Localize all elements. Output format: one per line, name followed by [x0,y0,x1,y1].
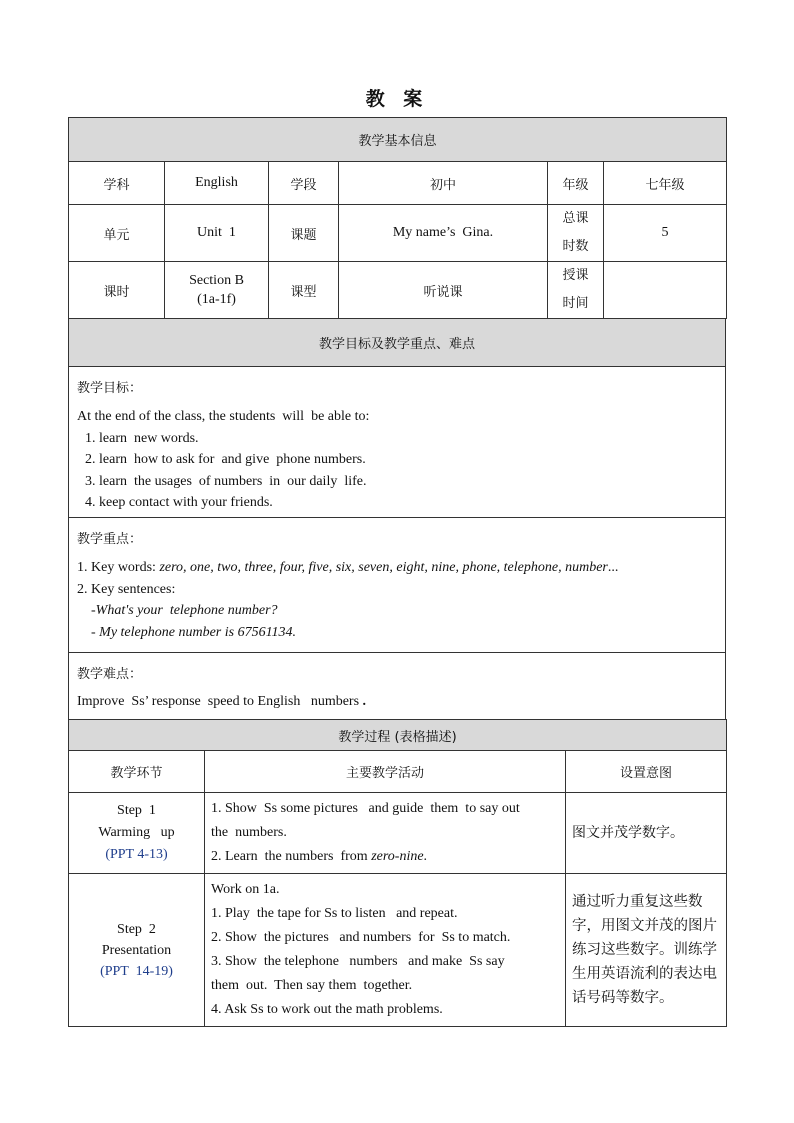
total-periods-label-line2: 时数 [562,239,589,254]
activity-line: 1. Show Ss some pictures and guide them to say out [211,801,520,816]
key-points-label: 教学重点： [77,532,143,547]
key-words-line [77,557,717,579]
activity-line: 2. Show the pictures and numbers for Ss to match. [211,930,511,945]
col-activity-header: 主要教学活动 [205,751,566,793]
step-cell [69,874,205,1027]
process-table [68,719,727,1027]
unit-label: 单元 [69,205,165,262]
lesson-plan-table [68,117,726,1027]
teaching-time-label-line1: 授课 [562,268,589,283]
type-value: 听说课 [339,262,548,319]
key-words-prefix: 1. Key words: [77,560,160,575]
intent-cell: 通过听力重复这些数字，用图文并茂的图片练习这些数字。训练学生用英语流利的表达电话号码等数字。 [566,874,727,1027]
activity-cell [205,874,566,1027]
activity-line: 4. Ask Ss to work out the math problems. [211,1002,443,1017]
teaching-time-label [548,262,604,319]
goal-item: 1. learn new words. [85,430,199,446]
period-value-line1: Section B [189,273,244,288]
activity-line: 1. Play the tape for Ss to listen and repeat. [211,906,458,921]
activity-text: 2. Learn the numbers from [211,849,372,864]
key-words-list: zero, one, two, three, four, five, six, seven, eight, nine, phone, telephone, number [159,560,608,575]
period-value-line2: (1a-1f) [197,292,236,307]
page-title: 教 案 [365,88,429,110]
total-periods-value: 5 [604,205,727,262]
subject-label: 学科 [69,162,165,205]
teaching-time-label-line2: 时间 [562,296,589,311]
stage-label: 学段 [269,162,339,205]
goals-cell [69,367,726,518]
key-sentence: -What's your telephone number? [91,603,278,618]
activity-line: the numbers. [211,825,287,840]
difficulty-cell [69,653,726,720]
type-label: 课型 [269,262,339,319]
activity-line [211,845,559,869]
goals-label: 教学目标： [77,381,143,396]
step-name: Warming up [98,825,175,840]
activity-line: Work on 1a. [211,882,280,897]
col-intent-header: 设置意图 [566,751,727,793]
basic-info-header: 教学基本信息 [69,118,727,162]
period-value [165,262,269,319]
unit-value: Unit 1 [165,205,269,262]
activity-cell [205,793,566,874]
stage-value: 初中 [339,162,548,205]
teaching-time-value [604,262,727,319]
intent-cell: 图文并茂学数字。 [566,793,727,874]
table-row [69,793,727,874]
difficulty-body: Improve Ss’ response speed to English numbers [77,694,360,709]
total-periods-label [548,205,604,262]
grade-label: 年级 [548,162,604,205]
key-sentences-label: 2. Key sentences: [77,581,176,597]
goal-item: 4. keep contact with your friends. [85,495,273,510]
period-label: 课时 [69,262,165,319]
key-points-cell [69,518,726,653]
table-row [69,874,727,1027]
activity-line: them out. Then say them together. [211,978,413,993]
key-sentence: - My telephone number is 67561134. [91,624,297,640]
activity-line: 3. Show the telephone numbers and make Ss say [211,954,505,969]
topic-value: My name’s Gina. [339,205,548,262]
step-name: Presentation [101,942,172,958]
key-words-suffix: ... [607,560,619,575]
step-number: Step 2 [117,921,156,937]
step-number: Step 1 [117,803,156,818]
objectives-header: 教学目标及教学重点、难点 [69,319,726,367]
step-ppt: (PPT 4-13) [105,847,168,862]
difficulty-label: 教学难点： [77,667,143,682]
objectives-table [68,318,726,720]
goals-intro: At the end of the class, the students will be able to: [77,409,370,424]
topic-label: 课题 [269,205,339,262]
difficulty-end: . [359,694,367,709]
activity-end: . [423,849,428,864]
step-ppt: (PPT 14-19) [100,963,173,979]
process-header: 教学过程 (表格描述) [69,720,727,751]
step-cell [69,793,205,874]
grade-value: 七年级 [604,162,727,205]
goal-item: 2. learn how to ask for and give phone numbers. [85,452,366,467]
col-stage-header: 教学环节 [69,751,205,793]
subject-value: English [165,162,269,205]
goal-item: 3. learn the usages of numbers in our daily life. [85,473,367,489]
activity-italic: zero-nine [371,849,424,864]
basic-info-table [68,117,727,319]
total-periods-label-line1: 总课 [562,211,589,226]
difficulty-text [77,691,717,713]
